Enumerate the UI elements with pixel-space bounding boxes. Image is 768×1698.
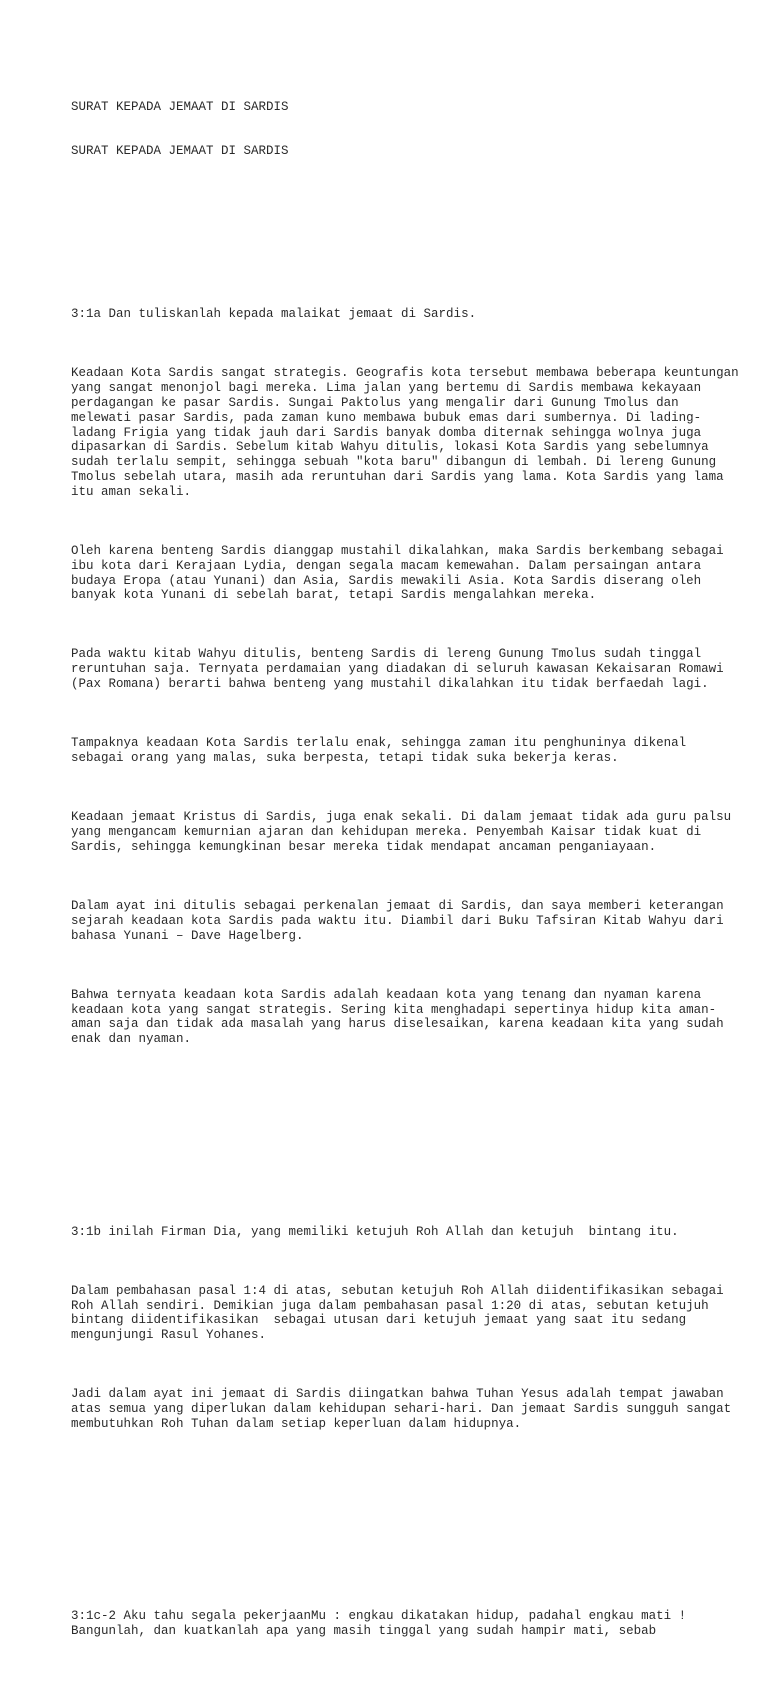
verse-heading: 3:1c-2 Aku tahu segala pekerjaanMu : engkau dikatakan hidup, padahal engkau mati ! Bangunlah, dan kuatkanlah apa yang masih tinggal yang sudah hampir mati, sebab xyxy=(71,1609,694,1639)
document-title: SURAT KEPADA JEMAAT DI SARDIS xyxy=(71,99,289,114)
paragraph: Pada waktu kitab Wahyu ditulis, benteng Sardis di lereng Gunung Tmolus sudah tinggal reruntuhan saja. Ternyata perdamaian yang diadakan di seluruh kawasan Kekaisaran Romawi (Pax Romana) berarti bahwa benteng yang mustahil dikalahkan itu tidak berfaedah lagi. xyxy=(71,647,732,692)
paragraph: Dalam ayat ini ditulis sebagai perkenalan jemaat di Sardis, dan saya memberi keterangan sejarah keadaan kota Sardis pada waktu itu. Diambil dari Buku Tafsiran Kitab Wahyu dari bahasa Yunani – Dave Hagelberg. xyxy=(71,899,732,943)
section-3-1c-2 xyxy=(71,1580,741,1684)
paragraph: Oleh karena benteng Sardis dianggap mustahil dikalahkan, maka Sardis berkembang sebagai ibu kota dari Kerajaan Lydia, dengan segala macam kemewahan. Dalam persaingan antara budaya Eropa (atau Yunani) dan Asia, Sardis mewakili Asia. Kota Sardis diserang oleh banyak kota Yunani di sebelah barat, tetapi Sardis mengalahkan mereka. xyxy=(71,543,732,603)
spacer xyxy=(71,1506,741,1521)
verse-heading: 3:1b inilah Firman Dia, yang memiliki ketujuh Roh Allah dan ketujuh bintang itu. xyxy=(71,1224,679,1239)
paragraph: Dalam pembahasan pasal 1:4 di atas, sebutan ketujuh Roh Allah diidentifikasikan sebagai Roh Allah sendiri. Demikian juga dalam pembahasan pasal 1:20 di atas, sebutan ketujuh bintang diidentifikasikan sebagai utusan dari ketujuh jemaat yang saat itu sedang mengunjungi Rasul Yohanes. xyxy=(71,1283,732,1343)
verse-heading: 3:1a Dan tuliskanlah kepada malaikat jemaat di Sardis. xyxy=(71,307,477,322)
paragraph: Bahwa ternyata keadaan kota Sardis adalah keadaan kota yang tenang dan nyaman karena keadaan kota yang sangat strategis. Sering kita menghadapi sepertinya hidup kita aman-aman saja dan tidak ada masalah yang harus diselesaikan, karena keadaan kita yang sudah enak dan nyaman. xyxy=(71,987,732,1047)
document-page xyxy=(71,70,747,1698)
paragraph: Keadaan jemaat Kristus di Sardis, juga enak sekali. Di dalam jemaat tidak ada guru palsu yang mengancam kemurnian ajaran dan kehidupan mereka. Penyembah Kaisar tidak kuat di Sardis, sehingga kemungkinan besar mereka tidak mendapat ancaman penganiayaan. xyxy=(71,810,739,854)
paragraph: Jadi dalam ayat ini jemaat di Sardis diingatkan bahwa Tuhan Yesus adalah tempat jawaban atas semua yang diperlukan dalam kehidupan sehari-hari. Dan jemaat Sardis sungguh sangat membutuhkan Roh Tuhan dalam setiap keperluan dalam hidupnya. xyxy=(71,1387,739,1431)
section-3-1a xyxy=(71,278,747,1092)
document-title-repeat: SURAT KEPADA JEMAAT DI SARDIS xyxy=(71,143,289,158)
section-3-1b xyxy=(71,1195,741,1476)
paragraph: Keadaan Kota Sardis sangat strategis. Geografis kota tersebut membawa beberapa keuntungan yang sangat menonjol bagi mereka. Lima jalan yang bertemu di Sardis membawa kekayaan perdagangan ke pasar Sardis. Sungai Paktolus yang mengalir dari Gunung Tmolus dan melewati pasar Sardis, pada zaman kuno membawa bubuk emas dari sumbernya. Di lading-ladang Frigia yang tidak jauh dari Sardis banyak domba diternak sehingga wolnya juga dipasarkan di Sardis. Sebelum kitab Wahyu ditulis, lokasi Kota Sardis yang sebelumnya sudah terlalu sempit, sehingga sebuah "kota baru" dibangun di lembah. Di lereng Gunung Tmolus sebelah utara, masih ada reruntuhan dari Sardis yang lama. Kota Sardis yang lama itu aman sekali. xyxy=(71,366,747,499)
paragraph: Tampaknya keadaan Kota Sardis terlalu enak, sehingga zaman itu penghuninya dikenal sebagai orang yang malas, suka berpesta, tetapi tidak suka bekerja keras. xyxy=(71,736,694,766)
spacer xyxy=(71,1121,741,1136)
spacer xyxy=(71,188,741,218)
